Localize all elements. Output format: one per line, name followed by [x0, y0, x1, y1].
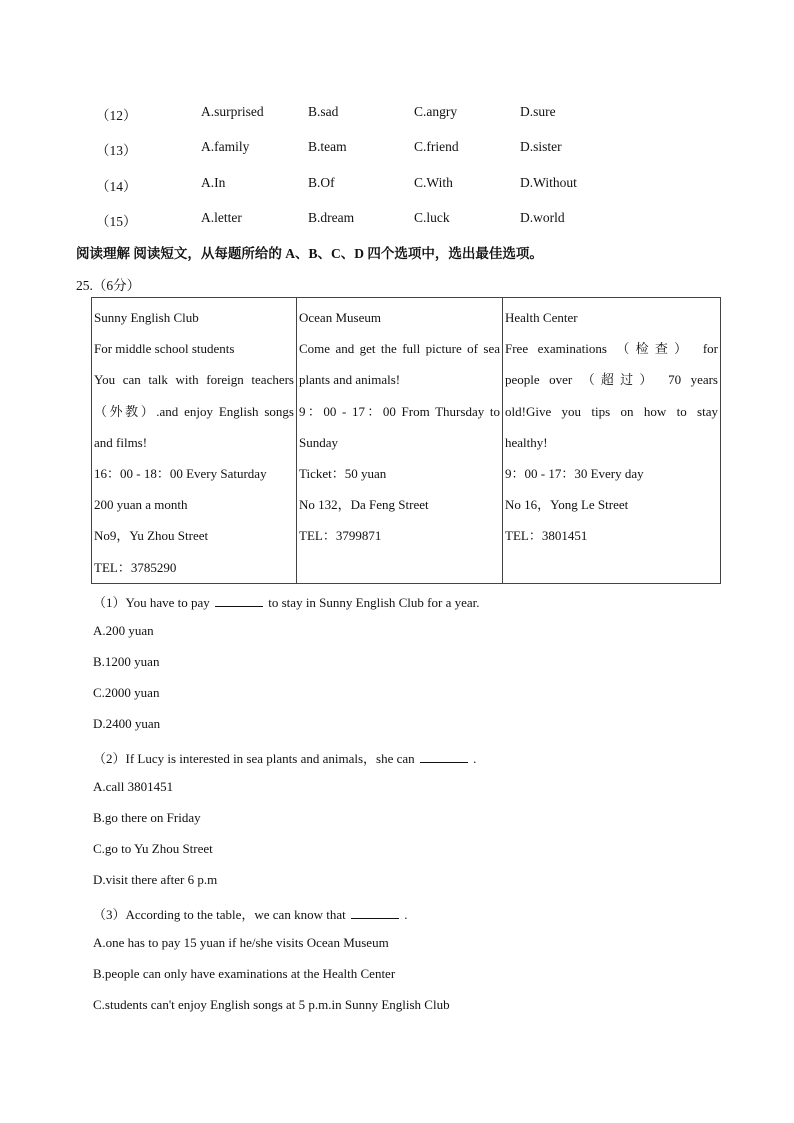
option-row-14 — [0, 175, 794, 195]
ad-line: TEL：3799871 — [299, 528, 382, 544]
question-1-option-d: D.2400 yuan — [93, 716, 161, 731]
ad-line: Sunday — [299, 434, 338, 450]
option-d: D.sister — [520, 139, 562, 154]
ad-line: and films! — [94, 434, 148, 450]
option-a: A.letter — [201, 210, 242, 225]
ad-line: Ocean Museum — [299, 310, 381, 325]
ad-ocean-museum — [297, 298, 503, 584]
ad-line: people over （超过） 70 years — [505, 372, 718, 388]
ad-line: Health Center — [505, 310, 578, 325]
option-b: B.dream — [308, 210, 355, 225]
ad-line: Ticket：50 yuan — [299, 466, 387, 482]
ads-table — [91, 297, 721, 584]
option-b: B.sad — [308, 104, 339, 119]
question-2-option-a: A.call 3801451 — [93, 779, 174, 794]
ad-line: TEL：3801451 — [505, 528, 588, 544]
item-number: （14） — [96, 179, 137, 194]
ad-line: No9，Yu Zhou Street — [94, 528, 209, 544]
option-c: C.With — [414, 175, 453, 190]
section-heading: 阅读理解 阅读短文，从每题所给的 A、B、C、D 四个选项中，选出最佳选项。 — [76, 246, 543, 261]
ad-line: Sunny English Club — [94, 310, 199, 325]
ad-line: For middle school students — [94, 341, 235, 357]
option-c: C.luck — [414, 210, 450, 225]
option-c: C.angry — [414, 104, 458, 119]
ad-line: 200 yuan a month — [94, 497, 188, 513]
ad-line: 9：00 - 17：30 Every day — [505, 466, 644, 482]
answer-blank — [215, 594, 263, 607]
ad-line: No 16，Yong Le Street — [505, 497, 629, 513]
answer-blank — [351, 906, 399, 919]
question-1-option-b: B.1200 yuan — [93, 654, 160, 669]
stem-text: （3）According to the table，we can know that — [93, 907, 346, 922]
ad-sunny-english-club — [92, 298, 297, 584]
question-1-stem — [93, 592, 480, 611]
stem-text: . — [404, 907, 408, 922]
question-2-option-b: B.go there on Friday — [93, 810, 201, 825]
option-row-15 — [0, 210, 794, 230]
ad-line: （外教）.and enjoy English songs — [94, 403, 294, 419]
option-d: D.sure — [520, 104, 556, 119]
item-number: （13） — [96, 143, 137, 158]
question-2-stem — [93, 748, 476, 767]
question-1-option-c: C.2000 yuan — [93, 685, 160, 700]
option-a: A.In — [201, 175, 226, 190]
question-number: 25.（6分） — [76, 278, 141, 293]
ad-health-center — [503, 298, 721, 584]
option-a: A.surprised — [201, 104, 264, 119]
option-d: D.world — [520, 210, 565, 225]
answer-blank — [420, 750, 468, 763]
ad-line: TEL：3785290 — [94, 559, 177, 575]
ad-line: 16：00 - 18：00 Every Saturday — [94, 466, 267, 482]
ad-line: healthy! — [505, 434, 548, 450]
stem-text: to stay in Sunny English Club for a year. — [268, 595, 480, 610]
stem-text: . — [473, 751, 477, 766]
question-1-option-a: A.200 yuan — [93, 623, 154, 638]
ad-line: No 132，Da Feng Street — [299, 497, 429, 513]
ad-line: Come and get the full picture of sea — [299, 341, 500, 357]
question-2-option-d: D.visit there after 6 p.m — [93, 872, 218, 887]
ad-line: Free examinations （检查） for — [505, 341, 718, 357]
stem-text: （1）You have to pay — [93, 595, 210, 610]
question-3-option-c: C.students can't enjoy English songs at 5 p.m.in Sunny English Club — [93, 997, 450, 1012]
option-b: B.Of — [308, 175, 335, 190]
option-row-12 — [0, 104, 794, 124]
option-d: D.Without — [520, 175, 577, 190]
ad-line: 9：00 - 17：00 From Thursday to — [299, 403, 500, 419]
question-3-option-a: A.one has to pay 15 yuan if he/she visits Ocean Museum — [93, 935, 389, 950]
question-2-option-c: C.go to Yu Zhou Street — [93, 841, 213, 856]
item-number: （15） — [96, 214, 137, 229]
item-number: （12） — [96, 108, 137, 123]
option-a: A.family — [201, 139, 250, 154]
ad-line: old!Give you tips on how to stay — [505, 403, 718, 419]
question-3-option-b: B.people can only have examinations at the Health Center — [93, 966, 396, 981]
ad-line: plants and animals! — [299, 372, 401, 388]
option-b: B.team — [308, 139, 347, 154]
stem-text: （2）If Lucy is interested in sea plants and animals，she can — [93, 751, 415, 766]
option-row-13 — [0, 139, 794, 159]
option-c: C.friend — [414, 139, 459, 154]
question-3-stem — [93, 904, 407, 923]
ad-line: You can talk with foreign teachers — [94, 372, 294, 388]
